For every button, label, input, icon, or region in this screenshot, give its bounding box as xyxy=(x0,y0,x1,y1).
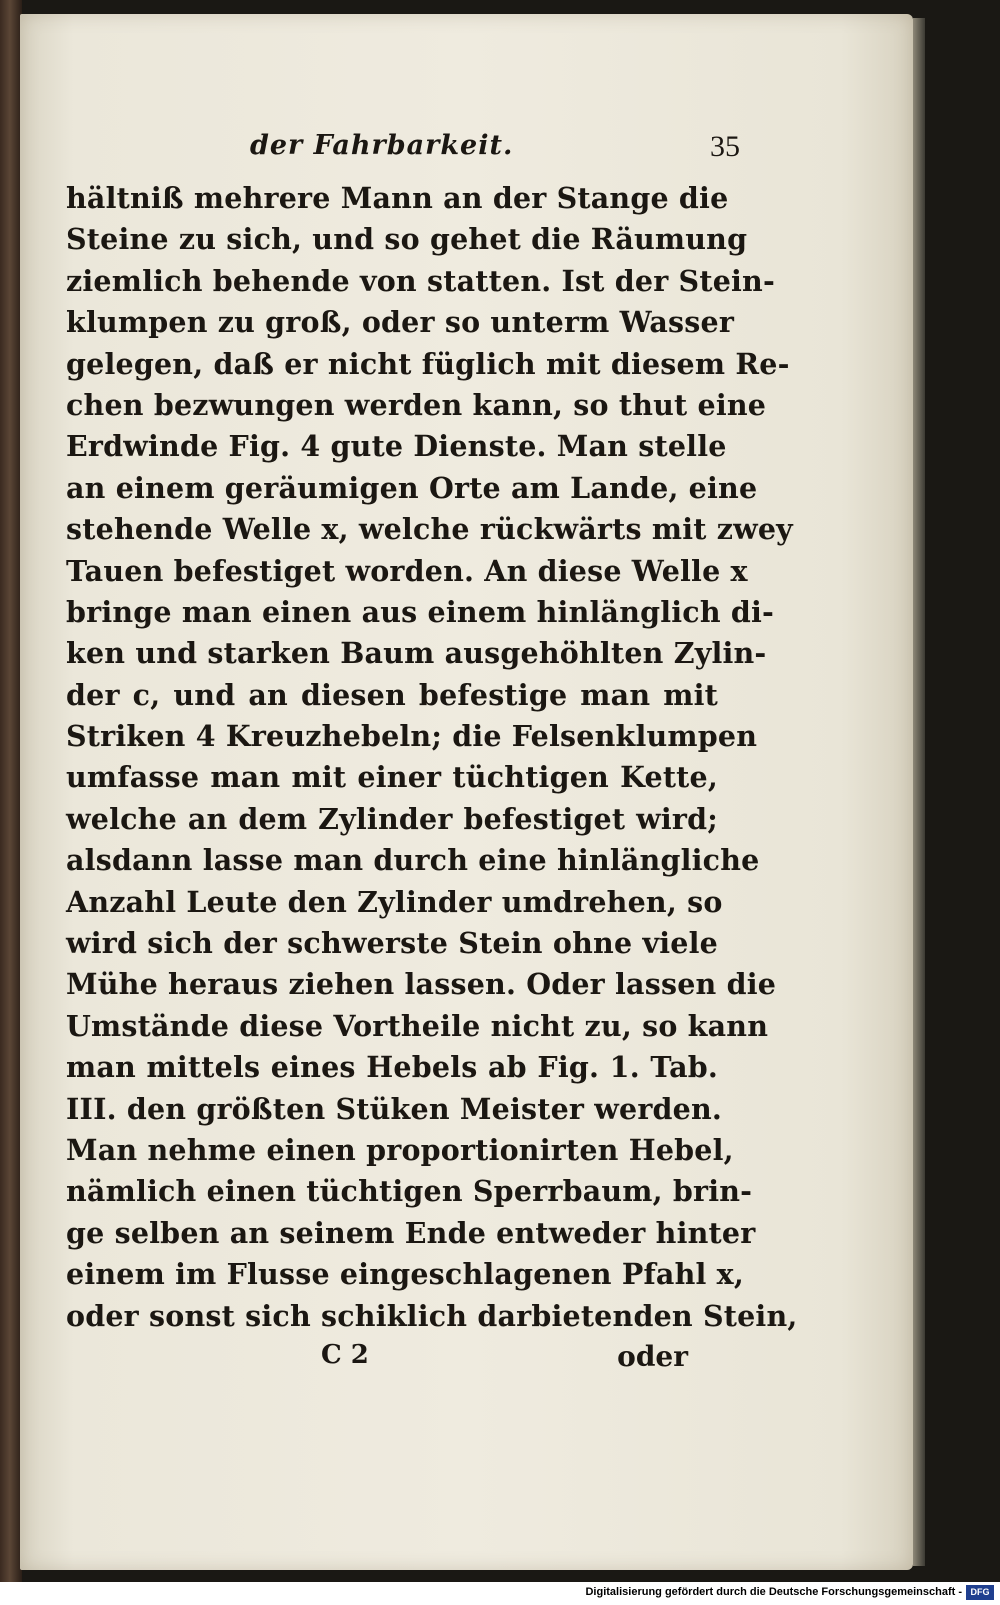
text-line: Man nehme einen proportionirten Hebel, xyxy=(66,1132,734,1167)
text-line: Mühe heraus ziehen lassen. Oder lassen die xyxy=(66,967,777,1002)
text-line: hältniß mehrere Mann an der Stange die xyxy=(66,181,729,215)
text-line: der c, und an diesen befestige man mit xyxy=(66,677,718,712)
running-head xyxy=(60,130,740,170)
text-line: Striken 4 Kreuzhebeln; die Felsenklumpen xyxy=(66,719,758,754)
footer-credit: Digitalisierung gefördert durch die Deutsche Forschungsgemeinschaft - xyxy=(585,1586,962,1598)
text-line: Umstände diese Vortheile nicht zu, so kann xyxy=(66,1008,769,1043)
running-title: der Fahrbarkeit. xyxy=(250,130,514,161)
text-line: ziemlich behende von statten. Ist der Stein- xyxy=(66,263,775,298)
text-line: einem im Flusse eingeschlagenen Pfahl x, xyxy=(66,1257,744,1292)
dfg-logo: DFG xyxy=(966,1585,994,1600)
text-line: Erdwinde Fig. 4 gute Dienste. Man stelle xyxy=(66,429,727,464)
text-line: nämlich einen tüchtigen Sperrbaum, brin- xyxy=(66,1174,753,1209)
book-spine xyxy=(0,0,22,1582)
signature-mark: C 2 xyxy=(321,1340,369,1370)
page-number: 35 xyxy=(710,130,740,163)
body-text xyxy=(66,178,798,1337)
text-line: alsdann lasse man durch eine hinlängliche xyxy=(66,843,760,878)
footer-bar xyxy=(0,1582,1000,1605)
text-line: Tauen befestiget worden. An diese Welle x xyxy=(66,553,748,588)
text-line: stehende Welle x, welche rückwärts mit zwey xyxy=(66,512,793,547)
text-line: oder sonst sich schiklich darbietenden Stein, xyxy=(66,1298,798,1333)
text-line: welche an dem Zylinder befestiget wird; xyxy=(66,801,718,836)
text-line: an einem geräumigen Orte am Lande, eine xyxy=(66,470,758,505)
text-line: man mittels eines Hebels ab Fig. 1. Tab. xyxy=(66,1050,718,1085)
text-line: III. den größten Stüken Meister werden. xyxy=(66,1091,723,1126)
text-line: gelegen, daß er nicht füglich mit diesem Re- xyxy=(66,346,790,381)
text-line: chen bezwungen werden kann, so thut eine xyxy=(66,387,767,422)
catchword: oder xyxy=(617,1340,688,1373)
text-line: ken und starken Baum ausgehöhlten Zylin- xyxy=(66,636,767,671)
page-edge xyxy=(913,18,925,1566)
text-line: klumpen zu groß, oder so unterm Wasser xyxy=(66,305,735,340)
text-line: Anzahl Leute den Zylinder umdrehen, so xyxy=(66,884,723,919)
page-foot xyxy=(66,1340,718,1382)
text-line: bringe man einen aus einem hinlänglich di- xyxy=(66,594,775,629)
text-line: Steine zu sich, und so gehet die Räumung xyxy=(66,222,748,257)
text-line: wird sich der schwerste Stein ohne viele xyxy=(66,926,718,961)
text-line: ge selben an seinem Ende entweder hinter xyxy=(66,1215,756,1250)
text-line: umfasse man mit einer tüchtigen Kette, xyxy=(66,760,718,795)
